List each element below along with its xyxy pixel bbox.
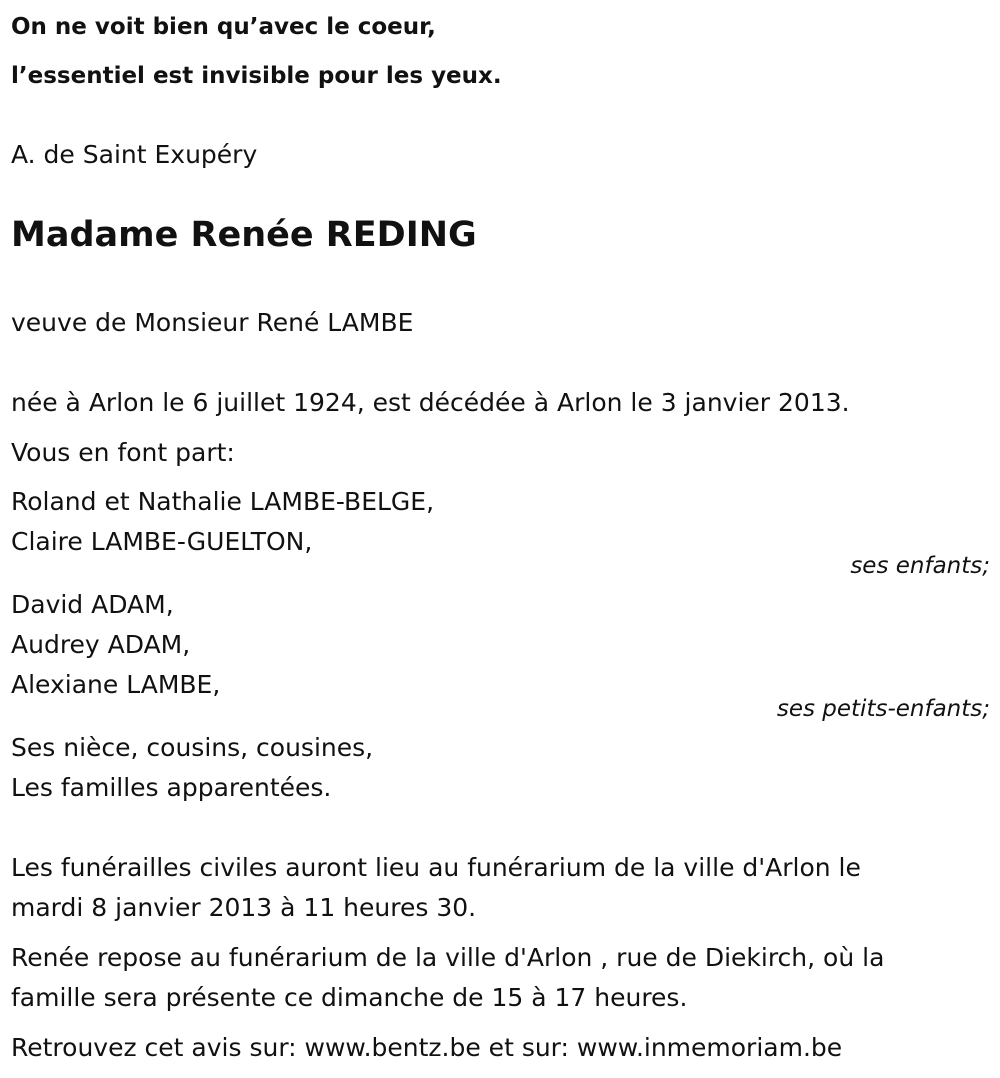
grandchild-name: David ADAM, [11, 590, 174, 619]
visitation-line-2: famille sera présente ce dimanche de 15 à 17 heures. [11, 983, 688, 1012]
deceased-name: Madame Renée REDING [11, 215, 477, 255]
child-name: Roland et Nathalie LAMBE-BELGE, [11, 487, 435, 516]
grandchild-name: Alexiane LAMBE, [11, 670, 221, 699]
funeral-ceremony-line-1: Les funérailles civiles auront lieu au funérarium de la ville d'Arlon le [11, 853, 861, 882]
visitation-line-1: Renée repose au funérarium de la ville d'Arlon , rue de Diekirch, où la [11, 943, 885, 972]
other-relatives: Les familles apparentées. [11, 773, 332, 802]
child-name: Claire LAMBE-GUELTON, [11, 527, 313, 556]
website-links: Retrouvez cet avis sur: www.bentz.be et sur: www.inmemoriam.be [11, 1033, 843, 1062]
spouse-line: veuve de Monsieur René LAMBE [11, 308, 414, 337]
other-relatives: Ses nièce, cousins, cousines, [11, 733, 374, 762]
quote-line-2: l’essentiel est invisible pour les yeux. [11, 63, 502, 89]
funeral-ceremony-line-2: mardi 8 janvier 2013 à 11 heures 30. [11, 893, 477, 922]
grandchild-name: Audrey ADAM, [11, 630, 191, 659]
birth-death-line: née à Arlon le 6 juillet 1924, est décédée à Arlon le 3 janvier 2013. [11, 388, 850, 417]
grandchildren-label: ses petits-enfants; [776, 696, 990, 722]
family-intro: Vous en font part: [11, 438, 235, 467]
children-label: ses enfants; [850, 553, 990, 579]
quote-author: A. de Saint Exupéry [11, 140, 258, 169]
quote-line-1: On ne voit bien qu’avec le coeur, [11, 14, 436, 40]
